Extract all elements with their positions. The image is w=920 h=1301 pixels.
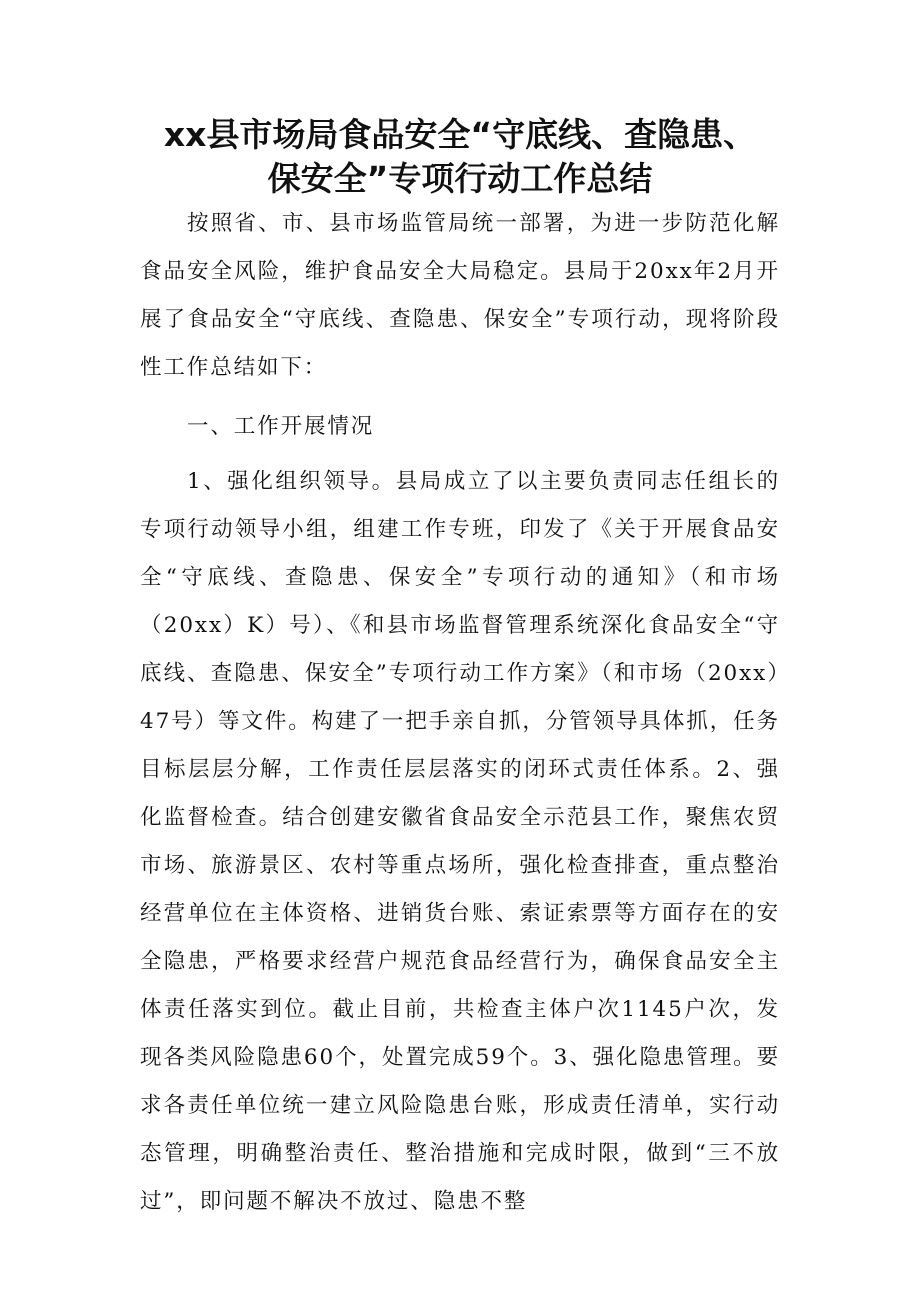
document-title-line-1: xx县市场局食品安全“守底线、查隐患、 xyxy=(163,115,757,154)
section-heading: 一、工作开展情况 xyxy=(187,414,375,439)
intro-paragraph: 按照省、市、县市场监管局统一部署，为进一步防范化解食品安全风险，维护食品安全大局稳定。县局于20xx年2月开展了食品安全“守底线、查隐患、保安全”专项行动，现将阶段性工作总结如下： xyxy=(140,211,780,380)
section-body-paragraph: 1、强化组织领导。县局成立了以主要负责同志任组长的专项行动领导小组，组建工作专班，印发了《关于开展食品安全“守底线、查隐患、保安全”专项行动的通知》（和市场（20xx）K）号）、《和县市场监督管理系统深化食品安全“守底线、查隐患、保安全”专项行动工作方案》（和市场（20xx）47号）等文件。构建了一把手亲自抓，分管领导具体抓，任务目标层层分解，工作责任层层落实的闭环式责任体系。2、强化监督检查。结合创建安徽省食品安全示范县工作，聚焦农贸市场、旅游景区、农村等重点场所，强化检查排查，重点整治经营单位在主体资格、进销货台账、索证索票等方面存在的安全隐患，严格要求经营户规范食品经营行为，确保食品安全主体责任落实到位。截止目前，共检查主体户次1145户次，发现各类风险隐患60个，处置完成59个。3、强化隐患管理。要求各责任单位统一建立风险隐患台账，形成责任清单，实行动态管理，明确整治责任、整治措施和完成时限，做到“三不放过”，即问题不解决不放过、隐患不整 xyxy=(140,469,780,1214)
document-title-line-2: 保安全”专项行动工作总结 xyxy=(267,159,653,198)
